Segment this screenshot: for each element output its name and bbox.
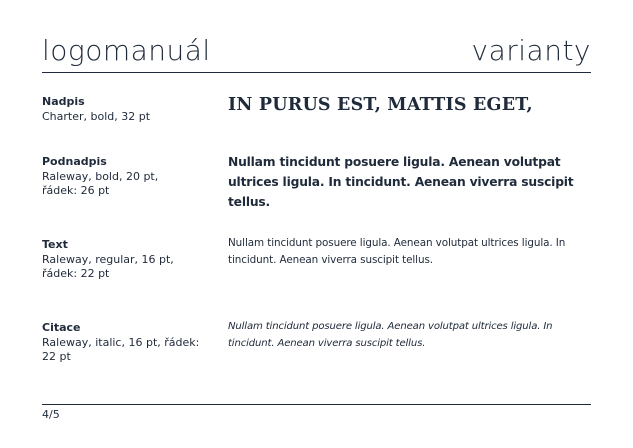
body-text-sample: Nullam tincidunt posuere ligula. Aenean volutpat ultrices ligula. In tincidunt. Aenean viverra suscipit tellus. <box>228 237 566 266</box>
page-header <box>42 30 591 73</box>
style-spec-line: Raleway, bold, 20 pt, <box>42 169 159 183</box>
style-name: Text <box>42 238 68 251</box>
style-spec-line: Charter, bold, 32 pt <box>42 109 151 123</box>
style-name: Nadpis <box>42 95 85 108</box>
page-number: 4/5 <box>42 408 60 421</box>
page-footer <box>42 404 591 421</box>
style-spec-line: 22 pt <box>42 350 71 363</box>
quote-sample: Nullam tincidunt posuere ligula. Aenean volutpat ultrices ligula. In tincidunt. Aenean viverra suscipit tellus. <box>228 321 553 349</box>
style-label <box>42 321 217 365</box>
heading-sample: IN PURUS EST, MATTIS EGET, <box>228 95 533 115</box>
style-spec-line: Raleway, regular, 16 pt, <box>42 252 174 266</box>
style-spec-line: řádek: 22 pt <box>42 267 110 280</box>
logo-text: logomanuál <box>42 34 211 67</box>
subheading-sample: Nullam tincidunt posuere ligula. Aenean volutpat ultrices ligula. In tincidunt. Aenean viverra suscipit tellus. <box>228 155 574 209</box>
style-spec-line: Raleway, italic, 16 pt, řádek: <box>42 335 200 349</box>
style-name: Podnadpis <box>42 155 107 168</box>
style-label <box>42 238 217 282</box>
style-name: Citace <box>42 321 81 334</box>
style-label <box>42 95 217 124</box>
style-spec-line: řádek: 26 pt <box>42 184 110 197</box>
section-title: varianty <box>471 34 591 67</box>
style-label <box>42 155 217 199</box>
